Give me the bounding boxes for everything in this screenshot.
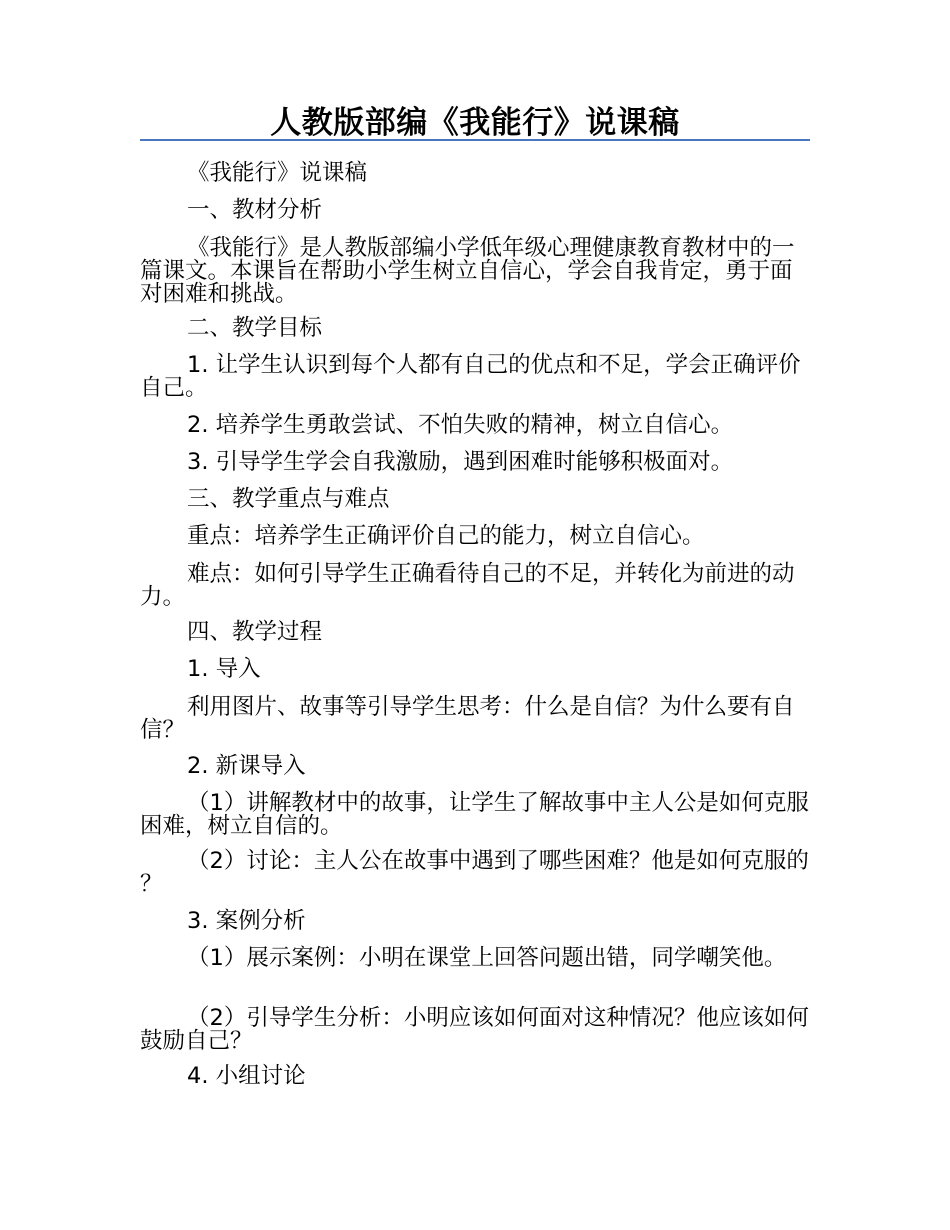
doc-paragraph: 重点：培养学生正确评价自己的能力，树立自信心。 [187, 523, 705, 549]
doc-paragraph-subtitle: 《我能行》说课稿 [187, 160, 368, 186]
doc-paragraph: 3. 引导学生学会自我激励，遇到困难时能够积极面对。 [187, 449, 734, 475]
doc-paragraph: 《我能行》是人教版部编小学低年级心理健康教育教材中的一篇课文。本课旨在帮助小学生树立自信心，学会自我肯定，勇于面对困难和挑战。 [140, 235, 795, 307]
doc-paragraph: 1. 让学生认识到每个人都有自己的优点和不足，学会正确评价自己。 [140, 352, 801, 401]
doc-heading-section-1: 一、教材分析 [187, 197, 323, 223]
doc-paragraph: 利用图片、故事等引导学生思考：什么是自信？为什么要有自信？ [140, 694, 795, 743]
doc-subheading: 3. 案例分析 [187, 908, 306, 934]
doc-subheading: 2. 新课导入 [187, 753, 306, 779]
doc-paragraph: （2）讨论：主人公在故事中遇到了哪些困难？他是如何克服的？ [140, 848, 809, 897]
doc-subheading: 1. 导入 [187, 656, 261, 682]
title-underline [140, 139, 810, 141]
doc-subheading: 4. 小组讨论 [187, 1063, 306, 1089]
document-title: 人教版部编《我能行》说课稿 [270, 105, 680, 141]
doc-paragraph: （2）引导学生分析：小明应该如何面对这种情况？他应该如何鼓励自己？ [140, 1005, 809, 1054]
doc-paragraph: （1）讲解教材中的故事，让学生了解故事中主人公是如何克服困难，树立自信的。 [140, 790, 809, 839]
doc-heading-section-3: 三、教学重点与难点 [187, 486, 390, 512]
doc-heading-section-2: 二、教学目标 [187, 315, 323, 341]
doc-heading-section-4: 四、教学过程 [187, 619, 323, 645]
doc-paragraph: 难点：如何引导学生正确看待自己的不足，并转化为前进的动力。 [140, 561, 795, 610]
doc-paragraph: （1）展示案例：小明在课堂上回答问题出错，同学嘲笑他。 [187, 945, 787, 971]
doc-paragraph: 2. 培养学生勇敢尝试、不怕失败的精神，树立自信心。 [187, 412, 734, 438]
